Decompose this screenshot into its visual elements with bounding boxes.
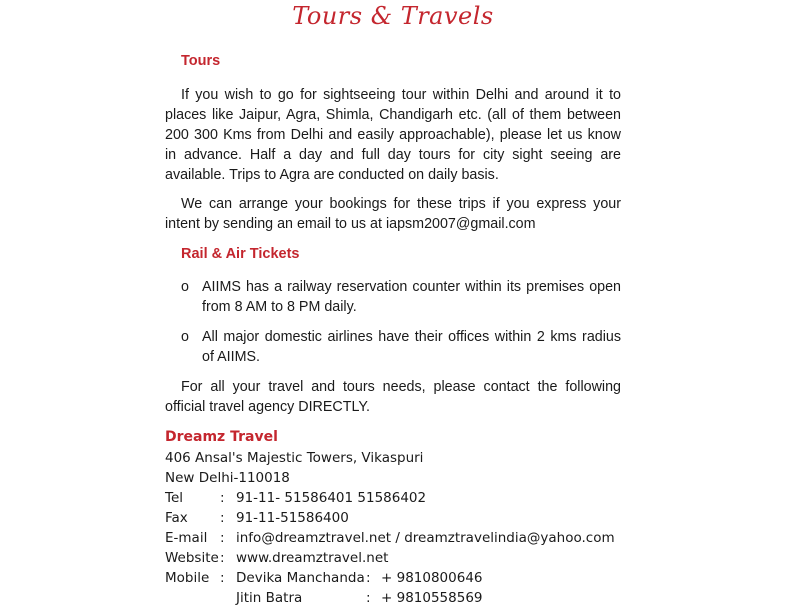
bullet-marker: o xyxy=(181,329,189,345)
tours-heading: Tours xyxy=(181,53,221,69)
tel-label: Tel xyxy=(165,490,184,506)
mobile-label: Mobile xyxy=(165,570,210,586)
mobile-person-phone: + 9810558569 xyxy=(381,590,483,606)
bullet-item-airlines xyxy=(181,327,621,367)
email-label: E-mail xyxy=(165,530,208,546)
website-value: www.dreamztravel.net xyxy=(236,550,389,566)
email-separator: : xyxy=(220,530,225,546)
tours-paragraph-1: If you wish to go for sightseeing tour within Delhi and around it to places like Jaipur, Agra, Shimla, Chandigarh etc. (all of them between 200 300 Kms from Delhi and easily approachable), please let us know in advance. Half a day and full day tours for city sight seeing are available. Trips to Agra are conducted on daily basis. xyxy=(165,87,621,183)
closing-paragraph: For all your travel and tours needs, please contact the following official travel agency DIRECTLY. xyxy=(165,379,621,415)
mobile-person-separator: : xyxy=(366,570,371,586)
tel-value: 91-11- 51586401 51586402 xyxy=(236,490,427,506)
bullet-text: All major domestic airlines have their offices within 2 kms radius of AIIMS. xyxy=(202,329,621,365)
bullet-item-railway xyxy=(181,277,621,317)
fax-value: 91-11-51586400 xyxy=(236,510,349,526)
fax-separator: : xyxy=(220,510,225,526)
mobile-person-name: Devika Manchanda xyxy=(236,570,365,586)
email-value: info@dreamztravel.net / dreamztravelindia@yahoo.com xyxy=(236,530,615,546)
fax-label: Fax xyxy=(165,510,188,526)
mobile-separator: : xyxy=(220,570,225,586)
rail-air-heading: Rail & Air Tickets xyxy=(181,246,300,262)
address-line-1: 406 Ansal's Majestic Towers, Vikaspuri xyxy=(165,450,424,466)
agency-name: Dreamz Travel xyxy=(165,429,278,445)
mobile-person-separator: : xyxy=(366,590,371,606)
tel-separator: : xyxy=(220,490,225,506)
website-label: Website xyxy=(165,550,219,566)
page-title: Tours & Travels xyxy=(292,2,494,30)
bullet-marker: o xyxy=(181,279,189,295)
mobile-person-name: Jitin Batra xyxy=(236,590,303,606)
address-line-2: New Delhi-110018 xyxy=(165,470,290,486)
mobile-person-phone: + 9810800646 xyxy=(381,570,483,586)
bullet-text: AIIMS has a railway reservation counter within its premises open from 8 AM to 8 PM daily. xyxy=(202,279,621,315)
website-separator: : xyxy=(220,550,225,566)
tours-paragraph-2: We can arrange your bookings for these trips if you express your intent by sending an email to us at iapsm2007@gmail.com xyxy=(165,196,621,232)
